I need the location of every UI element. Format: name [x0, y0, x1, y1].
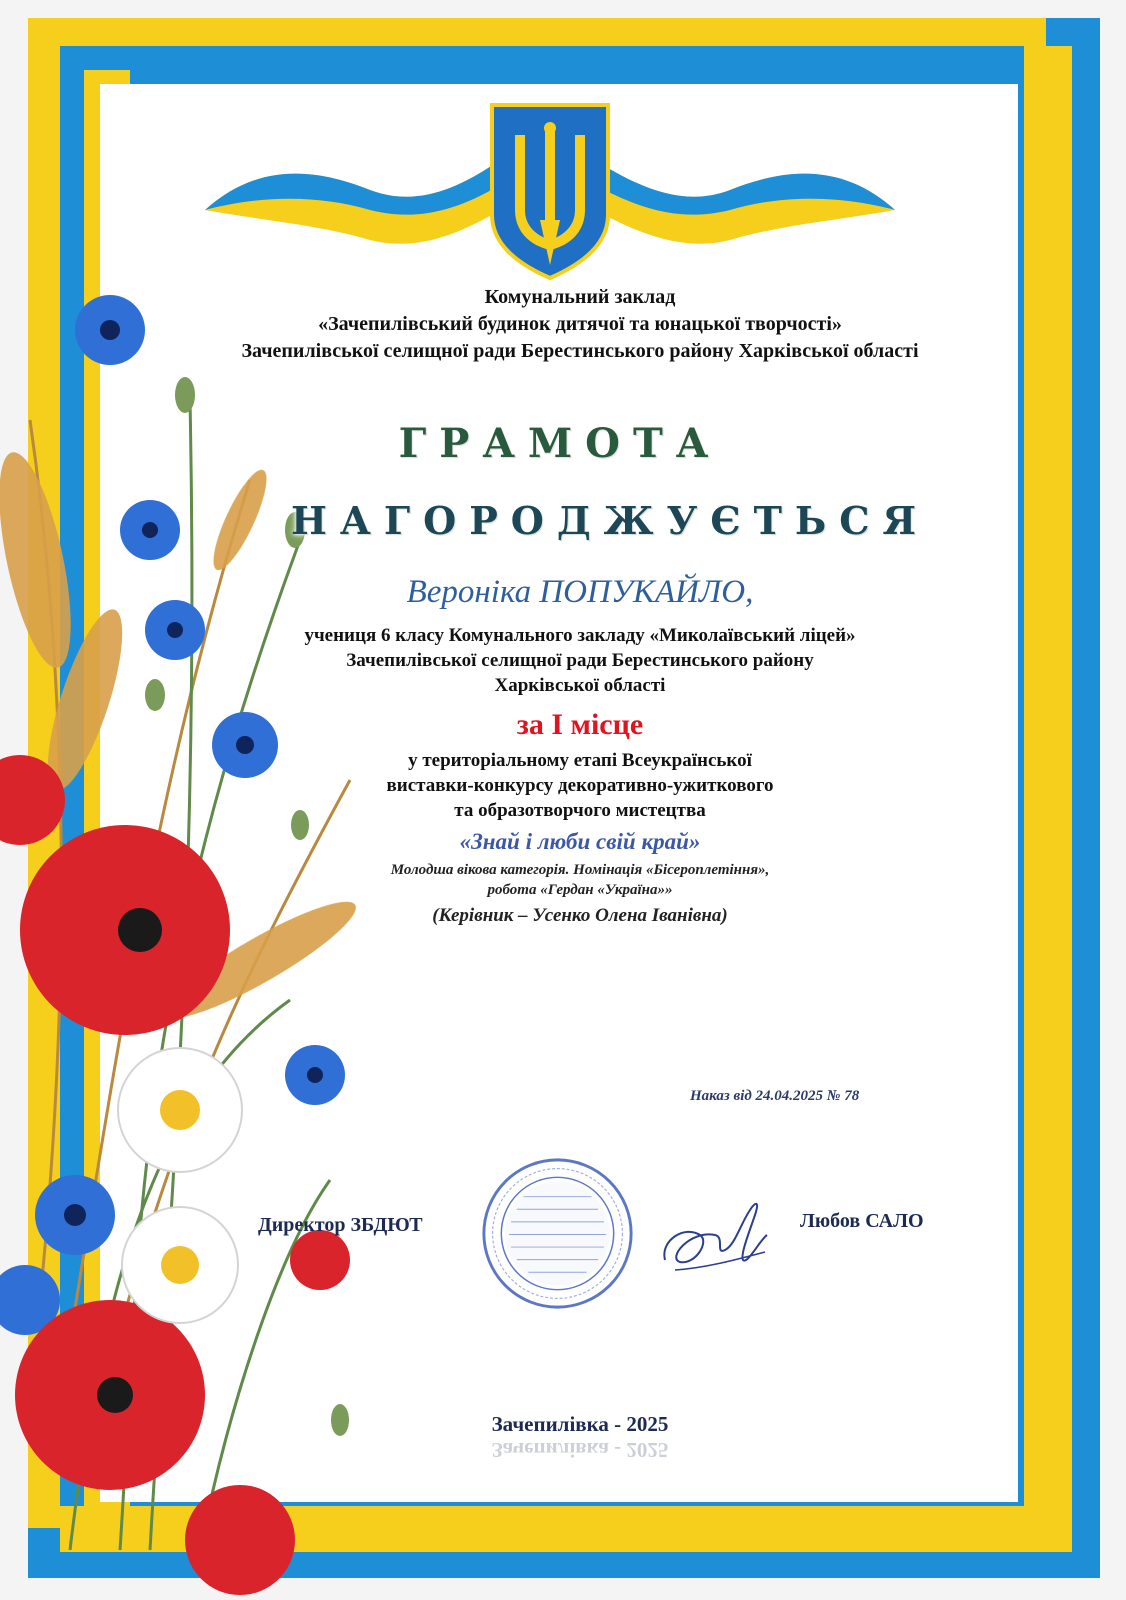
contest-line-3: та образотворчого мистецтва — [454, 800, 706, 821]
order-reference: Наказ від 24.04.2025 № 78 — [690, 1088, 860, 1104]
handwritten-signature — [655, 1180, 775, 1290]
supervisor: (Керівник – Усенко Олена Іванівна) — [432, 905, 728, 926]
recipient-name: Вероніка ПОПУКАЙЛО, — [406, 574, 754, 610]
institution-type: Комунальний заклад — [484, 286, 676, 308]
signer-position: Директор ЗБДЮТ — [258, 1214, 423, 1236]
contest-name: «Знай і люби свій край» — [459, 829, 701, 854]
contest-line-1: у територіальному етапі Всеукраїнської — [408, 750, 752, 771]
category-nomination: Молодша вікова категорія. Номінація «Бісероплетіння», — [390, 862, 770, 878]
recipient-school: учениця 6 класу Комунального закладу «Миколаївський ліцей» — [304, 625, 856, 646]
recipient-council: Зачепилівської селищної ради Берестинського району — [346, 650, 814, 671]
recipient-region: Харківської області — [494, 675, 666, 696]
place-and-year-reflection: Зачепилівка - 2025 — [491, 1438, 669, 1462]
contest-line-2: виставки-конкурсу декоративно-ужиткового — [386, 775, 774, 796]
award-place: за І місце — [516, 708, 644, 741]
place-and-year: Зачепилівка - 2025 — [491, 1412, 669, 1436]
award-heading: НАГОРОДЖУЄТЬСЯ — [291, 498, 929, 543]
work-title: робота «Гердан «Україна»» — [487, 882, 673, 898]
institution-name: «Зачепилівський будинок дитячої та юнацької творчості» — [318, 313, 842, 335]
signer-name: Любов САЛО — [800, 1210, 924, 1232]
official-stamp — [480, 1156, 635, 1311]
certificate-title: ГРАМОТА — [398, 420, 722, 467]
institution-region: Зачепилівської селищної ради Берестинського району Харківської області — [241, 340, 919, 362]
